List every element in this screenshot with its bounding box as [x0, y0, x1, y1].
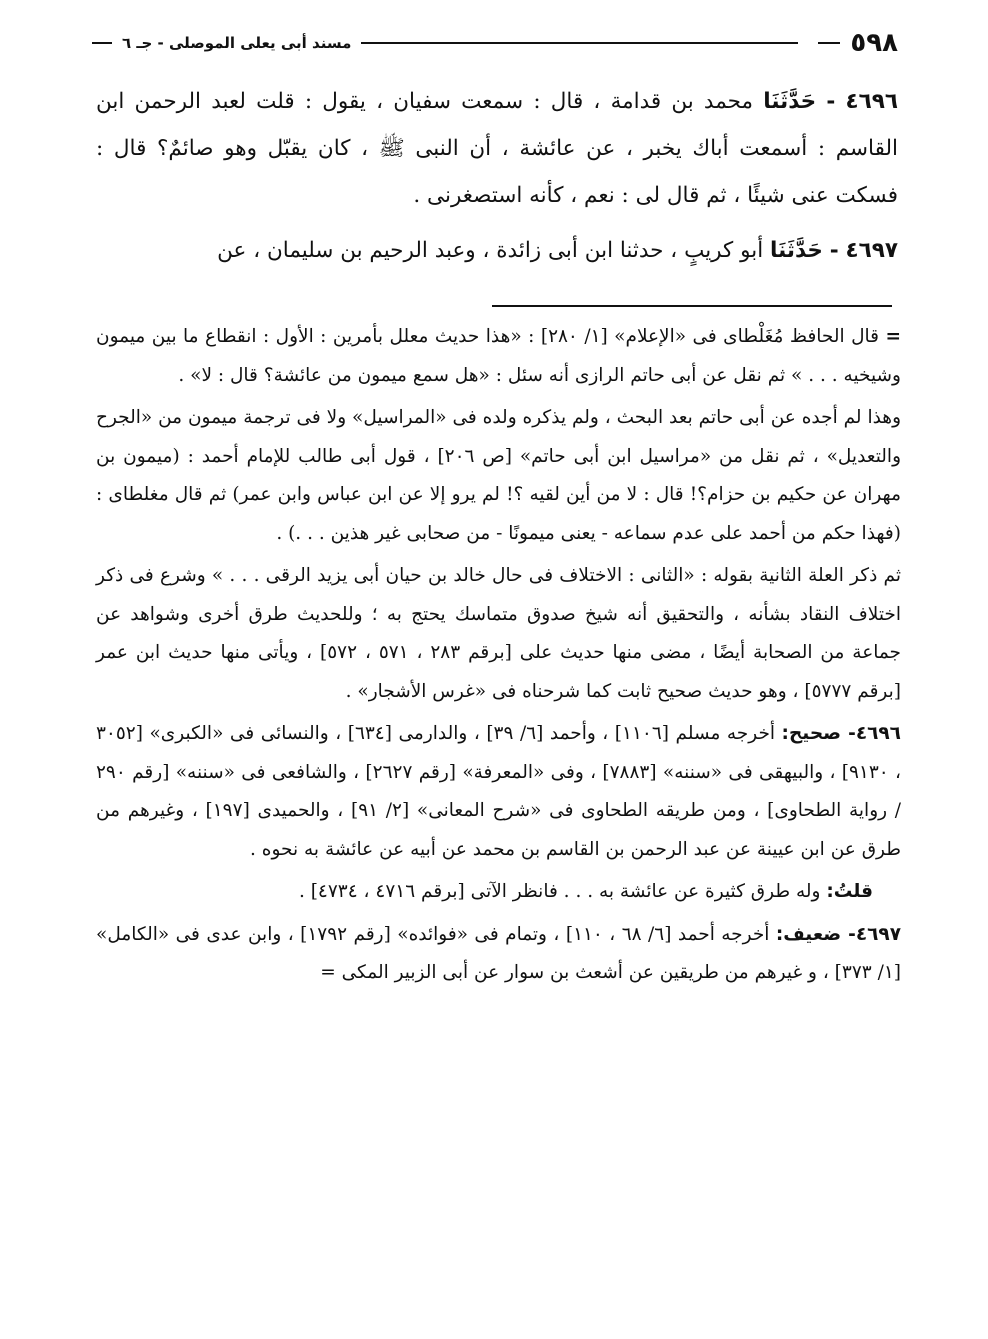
footnote-paragraph — [96, 873, 901, 912]
header-dash-left — [92, 42, 112, 44]
running-header — [92, 28, 898, 58]
hadith-text: أبو كريبٍ ، حدثنا ابن أبى زائدة ، وعبد الرحيم بن سليمان ، عن — [217, 238, 764, 263]
hadith-keyword: حَدَّثَنَا — [770, 238, 823, 263]
footnote-paragraph — [96, 557, 901, 711]
hadith-keyword: حَدَّثَنَا — [763, 89, 817, 114]
main-text — [96, 78, 898, 282]
footnote-text: أخرجه أحمد [٦/ ٦٨ ، ١١٠] ، وتمام فى «فوائده» [رقم ١٧٩٢] ، وابن عدى فى «الكامل» [١/ ٣٧٣] ، و غيرهم من طريقين عن أشعث بن سوار عن أبى الزبير المكى = — [96, 923, 901, 983]
hadith-number: ٤٦٩٦ — [845, 89, 898, 114]
hadith-text: محمد بن قدامة ، قال : سمعت سفيان ، يقول : قلت لعبد الرحمن ابن القاسم : أسمعت أباك يخبر ، عن عائشة ، أن النبى ﷺ ، كان يقبّل وهو صائمٌ؟ قال : فسكت عنى شيئًا ، ثم قال لى : نعم ، كأنه استصغرنى . — [96, 89, 898, 208]
footnote-paragraph — [96, 399, 901, 553]
footnote-paragraph — [96, 715, 901, 869]
footnote-lead: ٤٦٩٧- ضعيف: — [775, 923, 901, 945]
footnotes — [96, 318, 901, 997]
footnote-text: وله طرق كثيرة عن عائشة به . . . فانظر الآتى [برقم ٤٧١٦ ، ٤٧٣٤] . — [298, 881, 821, 902]
footnote-lead: ٤٦٩٦- صحيح: — [781, 723, 901, 744]
hadith-dash: - — [826, 89, 836, 114]
footnote-lead: قلتُ: — [826, 881, 873, 902]
page-number: ٥٩٨ — [850, 28, 898, 58]
running-title: مسند أبى يعلى الموصلى - جـ ٦ — [122, 34, 352, 52]
hadith-paragraph — [96, 227, 898, 274]
header-dash-right — [818, 42, 840, 44]
footnote-separator — [492, 305, 892, 307]
hadith-number: ٤٦٩٧ — [845, 238, 898, 263]
footnote-text: قال الحافظ مُغَلْطاى فى «الإعلام» [١/ ٢٨٠] : «هذا حديث معلل بأمرين : الأول : انقطاع ما بين ميمون وشيخيه . . . » ثم نقل عن أبى حاتم الرازى أنه سئل : «هل سمع ميمون من عائشة؟ قال : لا» . — [96, 326, 901, 386]
footnote-paragraph — [96, 916, 901, 993]
footnote-text: أخرجه مسلم [١١٠٦] ، وأحمد [٦/ ٣٩] ، والدارمى [٦٣٤] ، والنسائى فى «الكبرى» [٣٠٥٢ ، ٩١٣٠] ، والبيهقى فى «سننه» [٧٨٨٣] ، وفى «المعرفة» [رقم ٢٦٢٧] ، والشافعى فى «سننه» [رقم ٢٩٠ / رواية الطحاوى] ، ومن طريقه الطحاوى فى «شرح المعانى» [٢/ ٩١] ، والحميدى [١٩٧] ، وغيرهم من طرق عن ابن عيينة عن عبد الرحمن بن القاسم بن محمد عن أبيه عن عائشة به نحوه . — [96, 723, 901, 860]
hadith-dash: - — [829, 238, 839, 263]
hadith-paragraph — [96, 78, 898, 219]
footnote-paragraph — [96, 318, 901, 395]
footnote-text: ثم ذكر العلة الثانية بقوله : «الثانى : الاختلاف فى حال خالد بن حيان أبى يزيد الرقى . . . » وشرع فى ذكر اختلاف النقاد بشأنه ، والتحقيق أنه شيخ صدوق متماسك يحتج به ؛ وللحديث طرق أخرى وشواهد عن جماعة من الصحابة أيضًا ، مضى منها حديث على [برقم ٢٨٣ ، ٥٧١ ، ٥٧٢] ، ويأتى منها حديث ابن عمر [برقم ٥٧٧٧] ، وهو حديث صحيح ثابت كما شرحناه فى «غرس الأشجار» . — [96, 565, 901, 702]
footnote-lead: = — [885, 326, 901, 347]
header-rule — [361, 42, 798, 44]
footnote-text: وهذا لم أجده عن أبى حاتم بعد البحث ، ولم يذكره ولده فى «المراسيل» ولا فى ترجمة ميمون من «الجرح والتعديل» ، ثم نقل من «مراسيل ابن أبى حاتم» [ص ٢٠٦] ، قول أبى طالب للإمام أحمد : (ميمون بن مهران عن حكيم بن حزام؟! قال : لا من أين لقيه ؟! لم يرو إلا عن ابن عباس وابن عمر) ثم قال مغلطاى : (فهذا حكم من أحمد على عدم سماعه - يعنى ميمونًا - من صحابى غير هذين . . .) . — [96, 407, 902, 544]
